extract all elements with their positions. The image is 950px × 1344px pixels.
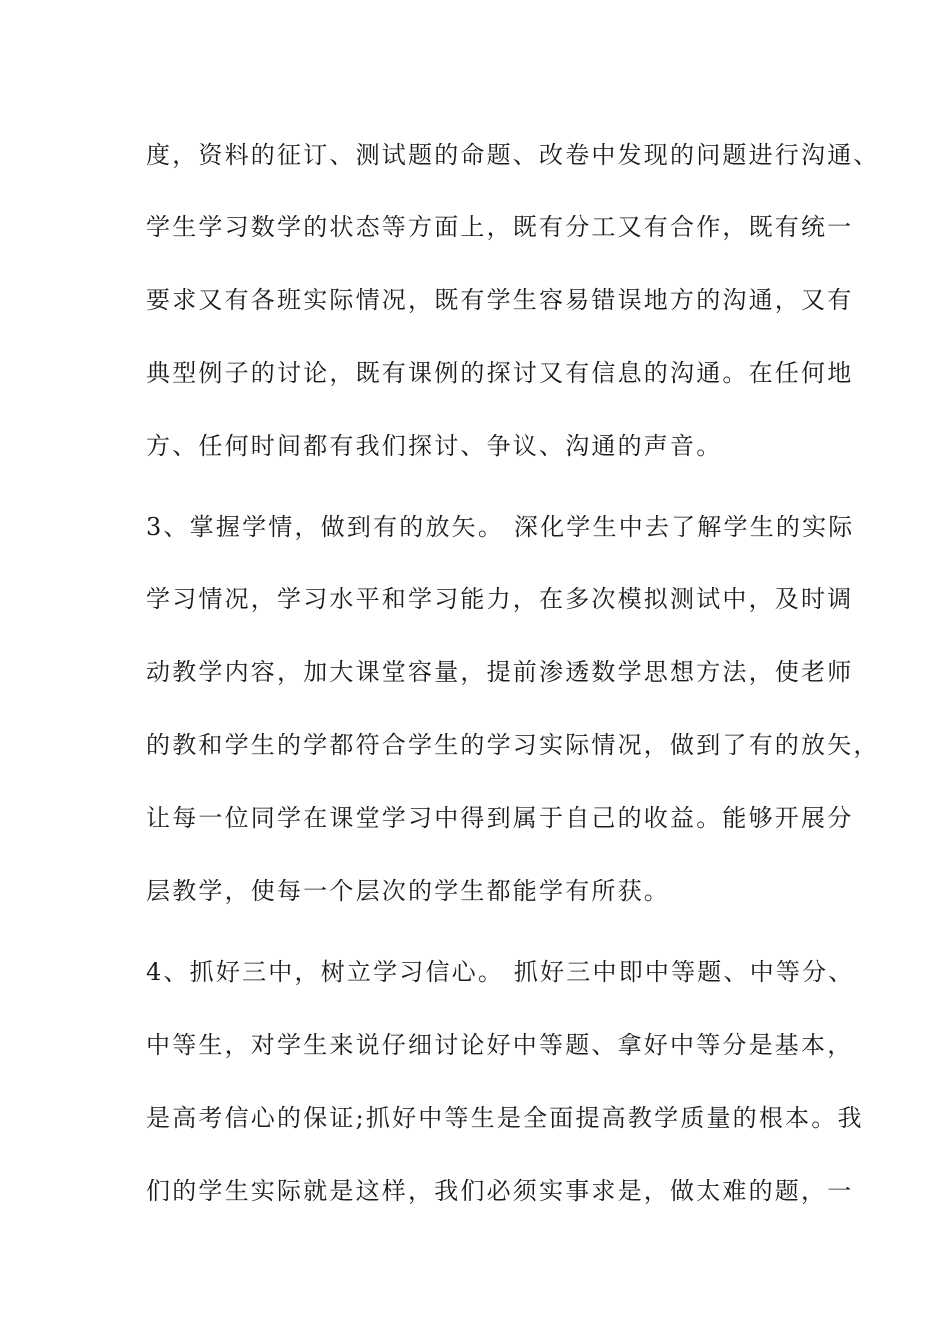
text-line-15: 们的学生实际就是这样，我们必须实事求是，做太难的题，一 <box>146 1177 854 1205</box>
text-line-6: 3、掌握学情，做到有的放矢。 深化学生中去了解学生的实际 <box>146 513 855 541</box>
text-line-1: 度，资料的征订、测试题的命题、改卷中发现的问题进行沟通、 <box>146 141 880 169</box>
text-line-4: 典型例子的讨论，既有课例的探讨又有信息的沟通。在任何地 <box>146 359 854 387</box>
text-line-2: 学生学习数学的状态等方面上，既有分工又有合作，既有统一 <box>146 213 854 241</box>
text-line-12: 4、抓好三中，树立学习信心。 抓好三中即中等题、中等分、 <box>146 958 855 986</box>
text-line-14: 是高考信心的保证;抓好中等生是全面提高教学质量的根本。我 <box>146 1104 864 1132</box>
text-line-8: 动教学内容，加大课堂容量，提前渗透数学思想方法，使老师 <box>146 658 854 686</box>
text-line-10: 让每一位同学在课堂学习中得到属于自己的收益。能够开展分 <box>146 804 854 832</box>
text-line-11: 层教学，使每一个层次的学生都能学有所获。 <box>146 877 670 905</box>
text-line-5: 方、任何时间都有我们探讨、争议、沟通的声音。 <box>146 432 723 460</box>
text-line-9: 的教和学生的学都符合学生的学习实际情况，做到了有的放矢， <box>146 731 880 759</box>
text-line-7: 学习情况，学习水平和学习能力，在多次模拟测试中，及时调 <box>146 585 854 613</box>
text-line-13: 中等生，对学生来说仔细讨论好中等题、拿好中等分是基本， <box>146 1031 854 1059</box>
text-line-3: 要求又有各班实际情况，既有学生容易错误地方的沟通，又有 <box>146 286 854 314</box>
